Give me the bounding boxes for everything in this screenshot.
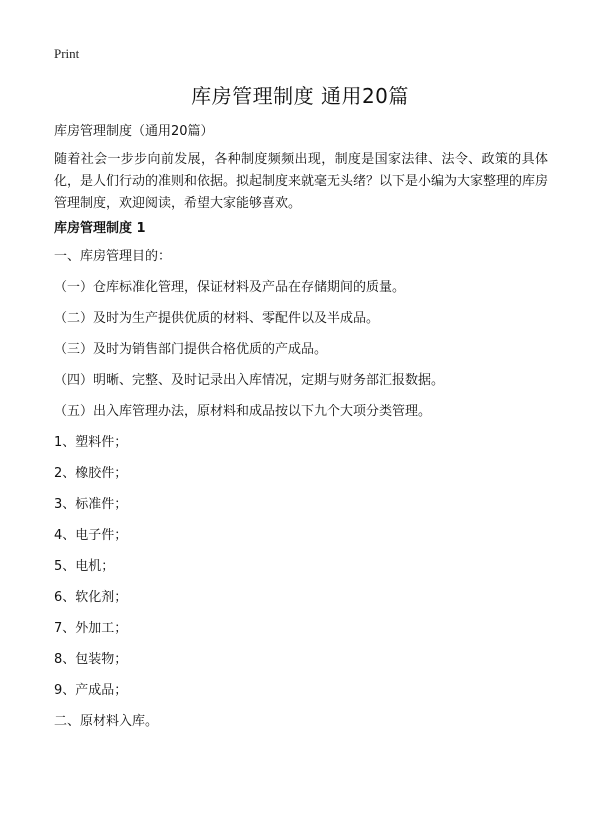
- section-heading: 库房管理制度 1: [54, 221, 146, 236]
- content-line: （二）及时为生产提供优质的材料、零配件以及半成品。: [54, 311, 380, 326]
- content-lines: [54, 250, 554, 746]
- content-line: （五）出入库管理办法，原材料和成品按以下九个大项分类管理。: [54, 404, 432, 419]
- list-item: 3、标准件；: [54, 497, 128, 512]
- print-label: Print: [54, 46, 80, 61]
- content-line: 一、库房管理目的：: [54, 249, 172, 264]
- intro-paragraph: 随着社会一步步向前发展，各种制度频频出现，制度是国家法律、法令、政策的具体化，是人们行动的准则和依据。拟起制度来就毫无头绪？以下是小编为大家整理的库房管理制度，欢迎阅读，希望大家能够喜欢。: [54, 152, 549, 211]
- list-item: 8、包装物；: [54, 652, 128, 667]
- list-item: 1、塑料件；: [54, 435, 128, 450]
- list-item: 4、电子件；: [54, 528, 128, 543]
- list-item: 9、产成品；: [54, 683, 128, 698]
- list-item: 2、橡胶件；: [54, 466, 128, 481]
- document-subtitle: 库房管理制度（通用20篇）: [54, 124, 214, 139]
- list-item: 7、外加工；: [54, 621, 128, 636]
- content-line: 二、原材料入库。: [54, 714, 159, 729]
- page-title: 库房管理制度 通用20篇: [191, 84, 409, 108]
- list-item: 6、软化剂；: [54, 590, 128, 605]
- content-line: （四）明晰、完整、及时记录出入库情况，定期与财务部汇报数据。: [54, 373, 445, 388]
- list-item: 5、电机；: [54, 559, 115, 574]
- content-line: （一）仓库标准化管理，保证材料及产品在存储期间的质量。: [54, 280, 406, 295]
- content-line: （三）及时为销售部门提供合格优质的产成品。: [54, 342, 328, 357]
